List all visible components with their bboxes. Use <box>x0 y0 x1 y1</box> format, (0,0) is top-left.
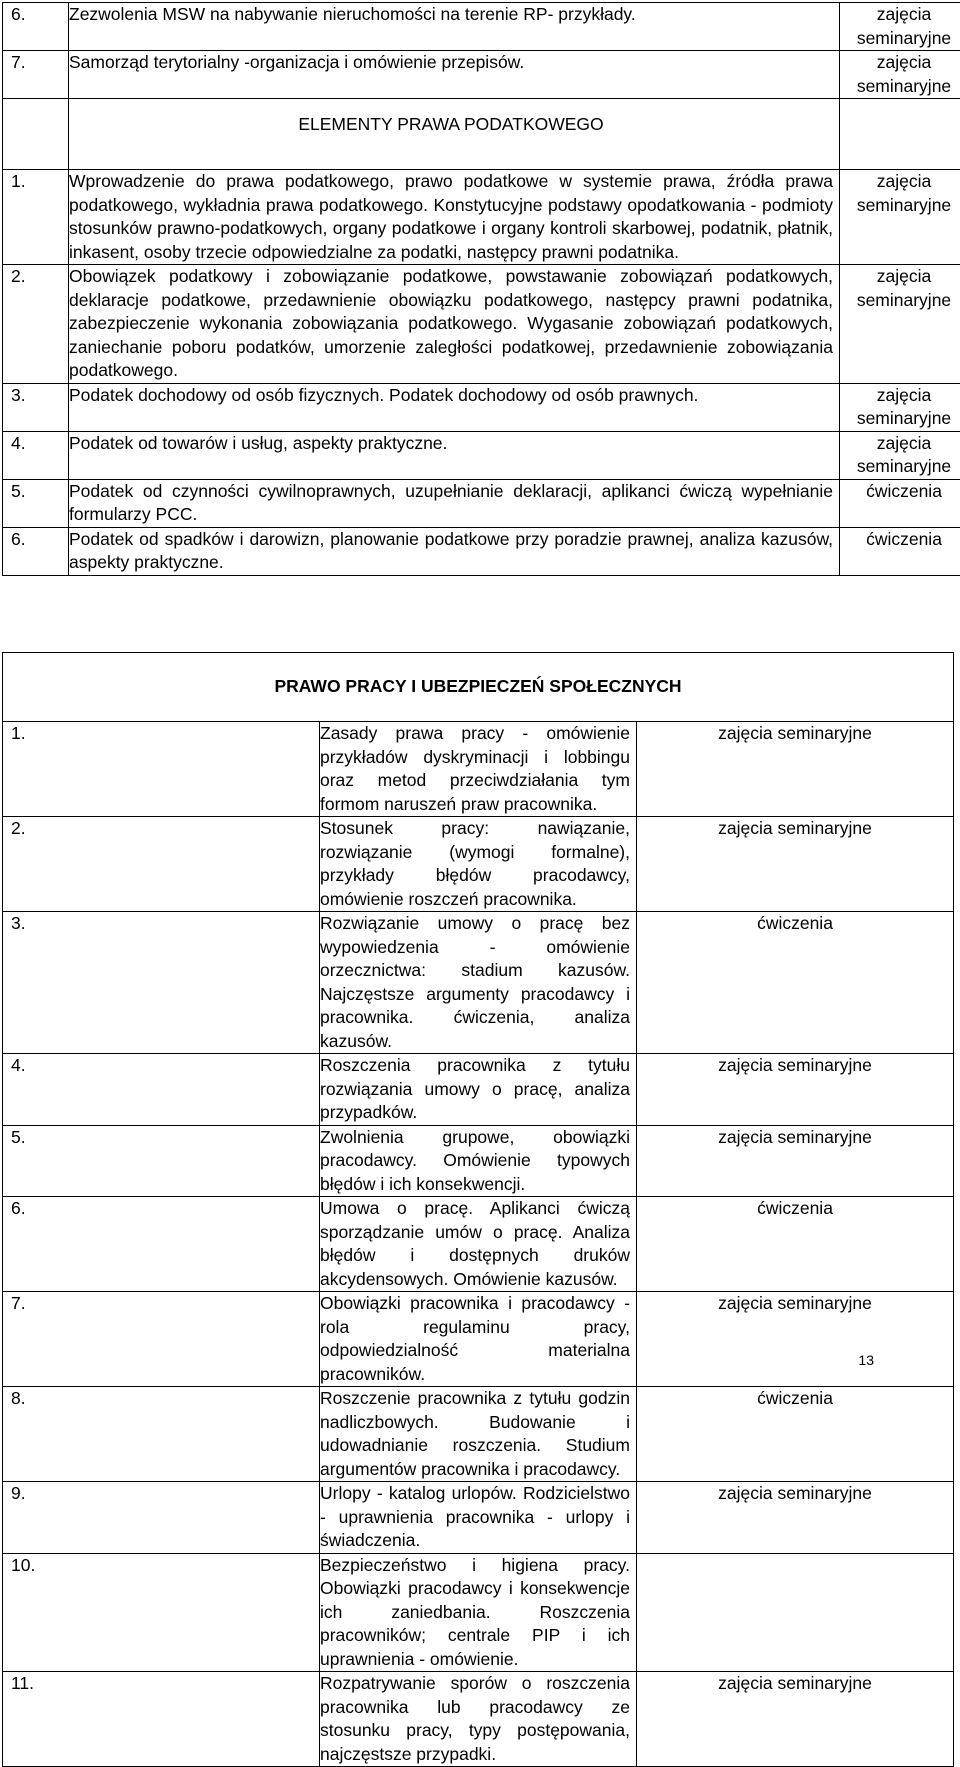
table-podatkowe <box>2 2 960 576</box>
row-number: 8. <box>3 1387 320 1482</box>
row-number: 10. <box>3 1553 320 1672</box>
row-number: 3. <box>3 383 69 431</box>
table-row <box>3 817 954 912</box>
row-number: 4. <box>3 431 69 479</box>
table-row <box>3 431 960 479</box>
table-row <box>3 912 954 1054</box>
section-heading-row <box>3 99 960 170</box>
row-number: 6. <box>3 1197 320 1292</box>
row-number: 6. <box>3 527 69 575</box>
row-topic: Bezpieczeństwo i higiena pracy. Obowiązki pracodawcy i konsekwencje ich zaniedbania. Roszczenia pracowników; centrale PIP i ich uprawnienia - omówienie. <box>320 1553 637 1672</box>
row-topic: Rozpatrywanie sporów o roszczenia pracownika lub pracodawcy ze stosunku pracy, typy postępowania, najczęstsze przypadki. <box>320 1672 637 1767</box>
row-number: 5. <box>3 1125 320 1197</box>
section-title-podatkowe: ELEMENTY PRAWA PODATKOWEGO <box>298 114 603 134</box>
row-topic: Podatek od czynności cywilnoprawnych, uzupełnianie deklaracji, aplikanci ćwiczą wypełnianie formularzy PCC. <box>69 479 840 527</box>
table-row <box>3 1553 954 1672</box>
table-row <box>3 51 960 99</box>
row-form: zajęcia seminaryjne <box>840 3 960 51</box>
row-topic: Rozwiązanie umowy o pracę bez wypowiedzenia - omówienie orzecznictwa: stadium kazusów. Najczęstsze argumenty pracodawcy i pracownika. ćwiczenia, analiza kazusów. <box>320 912 637 1054</box>
row-form: ćwiczenia <box>840 527 960 575</box>
table-row <box>3 1125 954 1197</box>
row-topic: Roszczenie pracownika z tytułu godzin nadliczbowych. Budowanie i udowadnianie roszczenia. Studium argumentów pracownika i pracodawcy. <box>320 1387 637 1482</box>
row-form: zajęcia seminaryjne <box>840 51 960 99</box>
row-topic: Wprowadzenie do prawa podatkowego, prawo podatkowe w systemie prawa, źródła prawa podatkowego, wykładnia prawa podatkowego. Konstytucyjne podstawy opodatkowania - podmioty stosunków prawno-podatkowych, organy podatkowe i organy kontroli skarbowej, podatnik, płatnik, inkasent, osoby trzecie odpowiedzialne za podatki, następcy prawni podatnika. <box>69 170 840 265</box>
row-topic: Zwolnienia grupowe, obowiązki pracodawcy. Omówienie typowych błędów i ich konsekwencji. <box>320 1125 637 1197</box>
table-row <box>3 1292 954 1387</box>
row-form: zajęcia seminaryjne <box>840 170 960 265</box>
row-topic: Podatek dochodowy od osób fizycznych. Podatek dochodowy od osób prawnych. <box>69 383 840 431</box>
row-topic: Obowiązek podatkowy i zobowiązanie podatkowe, powstawanie zobowiązań podatkowych, deklaracje podatkowe, przedawnienie obowiązku podatkowego, następcy prawni podatnika, zabezpieczenie wykonania zobowiązania podatkowego. Wygasanie zobowiązań podatkowych, zaniechanie poboru podatków, umorzenie zaległości podatkowej, przedawnienie zobowiązania podatkowego. <box>69 265 840 384</box>
table-row <box>3 1482 954 1554</box>
row-topic: Podatek od towarów i usług, aspekty praktyczne. <box>69 431 840 479</box>
row-number: 11. <box>3 1672 320 1767</box>
table-row <box>3 479 960 527</box>
row-form: ćwiczenia <box>637 1387 954 1482</box>
row-form: ćwiczenia <box>637 1197 954 1292</box>
row-number: 7. <box>3 1292 320 1387</box>
row-topic: Podatek od spadków i darowizn, planowanie podatkowe przy poradzie prawnej, analiza kazusów, aspekty praktyczne. <box>69 527 840 575</box>
table-row <box>3 265 960 384</box>
row-form: zajęcia seminaryjne <box>637 1482 954 1554</box>
row-form: zajęcia seminaryjne <box>637 1054 954 1126</box>
row-number: 4. <box>3 1054 320 1126</box>
table-row <box>3 722 954 817</box>
section-title-praca: PRAWO PRACY I UBEZPIECZEŃ SPOŁECZNYCH <box>274 675 681 699</box>
row-number: 3. <box>3 912 320 1054</box>
table-row <box>3 1197 954 1292</box>
row-form: zajęcia seminaryjne <box>637 1125 954 1197</box>
row-form: zajęcia seminaryjne <box>637 817 954 912</box>
row-form: zajęcia seminaryjne <box>637 722 954 817</box>
table-row <box>3 1054 954 1126</box>
row-number: 9. <box>3 1482 320 1554</box>
page-number: 13 <box>858 1352 874 1368</box>
table-row <box>3 527 960 575</box>
row-number: 7. <box>3 51 69 99</box>
row-topic: Zezwolenia MSW na nabywanie nieruchomości na terenie RP- przykłady. <box>69 3 840 51</box>
row-form: zajęcia seminaryjne <box>840 431 960 479</box>
row-topic: Umowa o pracę. Aplikanci ćwiczą sporządzanie umów o pracę. Analiza błędów i dostępnych druków akcydensowych. Omówienie kazusów. <box>320 1197 637 1292</box>
row-topic: Obowiązki pracownika i pracodawcy - rola regulaminu pracy, odpowiedzialność materialna pracowników. <box>320 1292 637 1387</box>
row-topic: Zasady prawa pracy - omówienie przykładów dyskryminacji i lobbingu oraz metod przeciwdziałania tym formom naruszeń praw pracownika. <box>320 722 637 817</box>
section-heading-row <box>3 653 954 722</box>
table-row <box>3 3 960 51</box>
row-number: 6. <box>3 3 69 51</box>
table-row <box>3 1672 954 1767</box>
row-number: 2. <box>3 265 69 384</box>
row-form: ćwiczenia <box>637 912 954 1054</box>
row-number: 2. <box>3 817 320 912</box>
row-number: 5. <box>3 479 69 527</box>
row-form: zajęcia seminaryjne <box>840 265 960 384</box>
row-number: 1. <box>3 722 320 817</box>
table-row <box>3 383 960 431</box>
row-form: zajęcia seminaryjne <box>637 1292 954 1387</box>
row-form: zajęcia seminaryjne <box>840 383 960 431</box>
row-topic: Urlopy - katalog urlopów. Rodzicielstwo - uprawnienia pracownika - urlopy i świadczenia. <box>320 1482 637 1554</box>
table-row <box>3 1387 954 1482</box>
row-topic: Stosunek pracy: nawiązanie, rozwiązanie (wymogi formalne), przykłady błędów pracodawcy, omówienie roszczeń pracownika. <box>320 817 637 912</box>
table-row <box>3 170 960 265</box>
table-prawo-pracy <box>2 652 954 1767</box>
row-form <box>637 1553 954 1672</box>
row-form: ćwiczenia <box>840 479 960 527</box>
row-form: zajęcia seminaryjne <box>637 1672 954 1767</box>
row-number: 1. <box>3 170 69 265</box>
row-topic: Roszczenia pracownika z tytułu rozwiązania umowy o pracę, analiza przypadków. <box>320 1054 637 1126</box>
row-topic: Samorząd terytorialny -organizacja i omówienie przepisów. <box>69 51 840 99</box>
